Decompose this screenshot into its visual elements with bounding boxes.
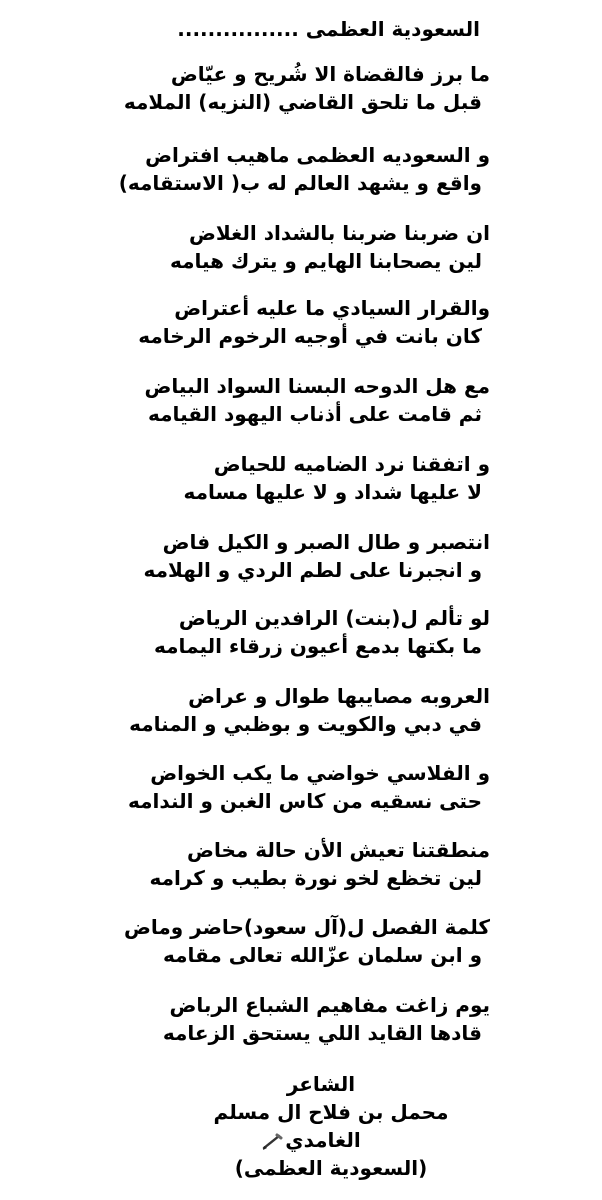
stanza-line: العروبه مصايبها طوال و عراض [188,684,490,708]
stanza-line: ثم قامت على أذناب اليهود القيامه [148,402,482,426]
stanza-11 [20,836,490,892]
stanza-7 [20,528,490,584]
stanza-8 [20,604,490,660]
poem-title-prefix: ......... [177,17,246,41]
stanza-line: قبل ما تلحق القاضي (النزيه) الملامه [123,90,482,114]
stanza-line: حتى نسقيه من كاس الغبن و الندامه [128,789,482,813]
stanza-10 [20,759,490,815]
stanza-5 [20,372,490,428]
stanza-line: لا عليها شداد و لا عليها مسامه [183,480,482,504]
stanza-line: واقع و يشهد العالم له ب( الاستقامه) [118,171,482,195]
stanza-line: يوم زاغت مفاهيم الشباع الرباض [169,993,490,1017]
stanza-line: كلمة الفصل ل(آل سعود)حاضر وماض [123,915,490,939]
pen-icon [261,1133,283,1151]
stanza-line: و انجبرنا على لطم الردي و الهلامه [143,558,482,582]
poem-title-text: السعودية العظمى ....... [245,17,480,41]
stanza-2 [20,141,490,197]
stanza-12 [20,913,490,969]
stanza-9 [20,682,490,738]
stanza-line: و الفلاسي خواضي ما يكب الخواض [150,761,490,785]
stanza-4 [20,294,490,350]
stanza-1 [20,60,490,116]
poet-tribe-line [0,1126,602,1154]
stanza-line: و ابن سلمان عزّالله تعالى مقامه [162,943,482,967]
stanza-line: منطقتنا تعيش الأن حالة مخاض [187,838,490,862]
poet-label: الشاعر [286,1072,356,1096]
stanza-line: والقرار السيادي ما عليه أعتراض [174,296,490,320]
poet-tribe: الغامدي [285,1128,361,1152]
stanza-line: انتصبر و طال الصبر و الكيل فاض [162,530,490,554]
stanza-line: مع هل الدوحه البسنا السواد البياض [144,374,490,398]
stanza-line: لين يصحابنا الهايم و يترك هيامه [169,249,482,273]
stanza-3 [20,219,490,275]
stanza-13 [20,991,490,1047]
stanza-line: كان بانت في أوجيه الرخوم الرخامه [138,324,482,348]
stanza-line: قادها القايد اللي يستحق الزعامه [162,1021,482,1045]
stanza-6 [20,450,490,506]
stanza-line: في دبي والكويت و بوظبي و المنامه [129,712,482,736]
poem-title [0,17,480,41]
stanza-line: لين تخظع لخو نورة بطيب و كرامه [149,866,482,890]
stanza-line: و السعوديه العظمى ماهيب افتراض [145,143,490,167]
stanza-line: لو تألم ل(بنت) الرافدين الرياض [178,606,490,630]
stanza-line: ما بكتها بدمع أعيون زرقاء اليمامه [154,634,482,658]
poet-signature [0,1070,602,1182]
stanza-line: و اتفقنا نرد الضاميه للحياض [213,452,490,476]
stanza-line: ان ضربنا ضربنا بالشداد الغلاض [189,221,490,245]
poet-name: محمل بن فلاح ال مسلم [213,1100,449,1124]
stanza-line: ما برز فالقضاة الا شُريح و عيّاض [170,62,490,86]
poet-tag: (السعودية العظمى) [234,1156,428,1180]
